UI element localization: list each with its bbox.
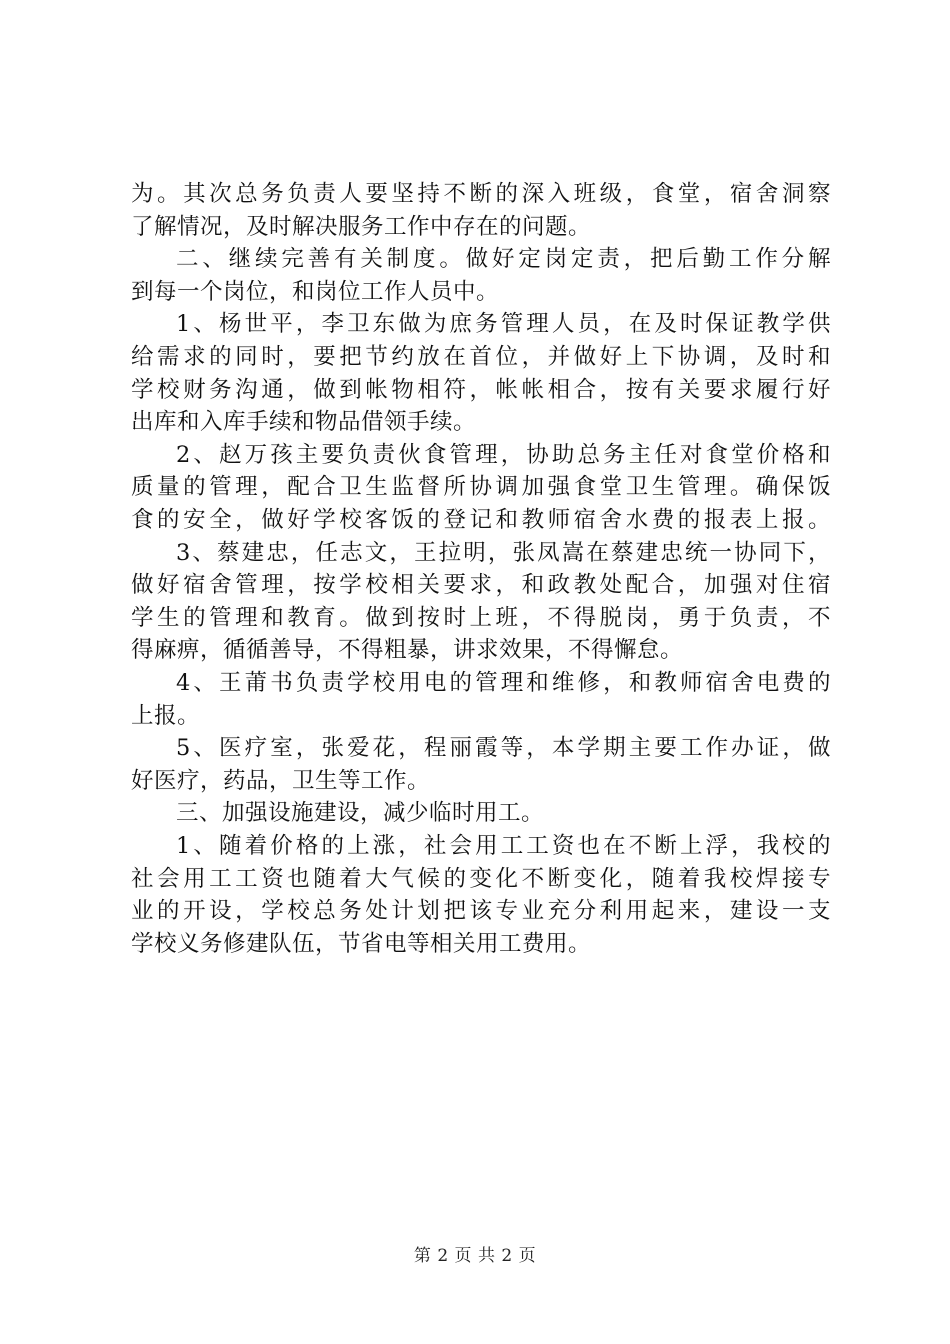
text-line: 1、杨世平，李卫东做为庶务管理人员，在及时保证教学供 [176, 311, 831, 338]
text-line: 食的安全，做好学校客饭的登记和教师宿舍水费的报表上报。 [131, 507, 831, 533]
text-line: 了解情况，及时解决服务工作中存在的问题。 [131, 213, 592, 240]
text-line: 学生的管理和教育。做到按时上班，不得脱岗，勇于负责，不 [131, 604, 831, 631]
text-line: 二、继续完善有关制度。做好定岗定责，把后勤工作分解 [176, 246, 831, 273]
text-line: 3、蔡建忠，任志文，王拉明，张凤嵩在蔡建忠统一协同下， [176, 539, 831, 566]
text-line: 得麻痹，循循善导，不得粗暴，讲求效果，不得懈怠。 [131, 637, 684, 664]
text-line: 为。其次总务负责人要坚持不断的深入班级，食堂，宿舍洞察 [131, 181, 831, 207]
text-line: 2、赵万孩主要负责伙食管理，协助总务主任对食堂价格和 [176, 441, 831, 468]
text-line: 三、加强设施建设，减少临时用工。 [176, 800, 545, 827]
text-line: 5、医疗室，张爱花，程丽霞等，本学期主要工作办证，做 [176, 735, 831, 762]
text-line: 社会用工工资也随着大气候的变化不断变化，随着我校焊接专 [131, 865, 831, 892]
page-footer: 第 2 页 共 2 页 [413, 1246, 537, 1266]
text-line: 4、王莆书负责学校用电的管理和维修，和教师宿舍电费的 [176, 670, 831, 696]
text-line: 学校义务修建队伍，节省电等相关用工费用。 [131, 930, 592, 957]
text-line: 质量的管理，配合卫生监督所协调加强食堂卫生管理。确保饭 [131, 474, 831, 501]
text-line: 好医疗，药品，卫生等工作。 [131, 767, 431, 794]
text-line: 上报。 [131, 702, 201, 729]
text-line: 业的开设，学校总务处计划把该专业充分利用起来，建设一支 [131, 898, 831, 925]
text-line: 1、随着价格的上涨，社会用工工资也在不断上浮，我校的 [176, 833, 831, 859]
text-line: 学校财务沟通，做到帐物相符，帐帐相合，按有关要求履行好 [131, 376, 831, 403]
text-line: 到每一个岗位，和岗位工作人员中。 [131, 278, 500, 305]
text-line: 给需求的同时，要把节约放在首位，并做好上下协调，及时和 [131, 344, 831, 370]
text-line: 做好宿舍管理，按学校相关要求，和政教处配合，加强对住宿 [131, 572, 831, 599]
text-line: 出库和入库手续和物品借领手续。 [131, 409, 477, 436]
